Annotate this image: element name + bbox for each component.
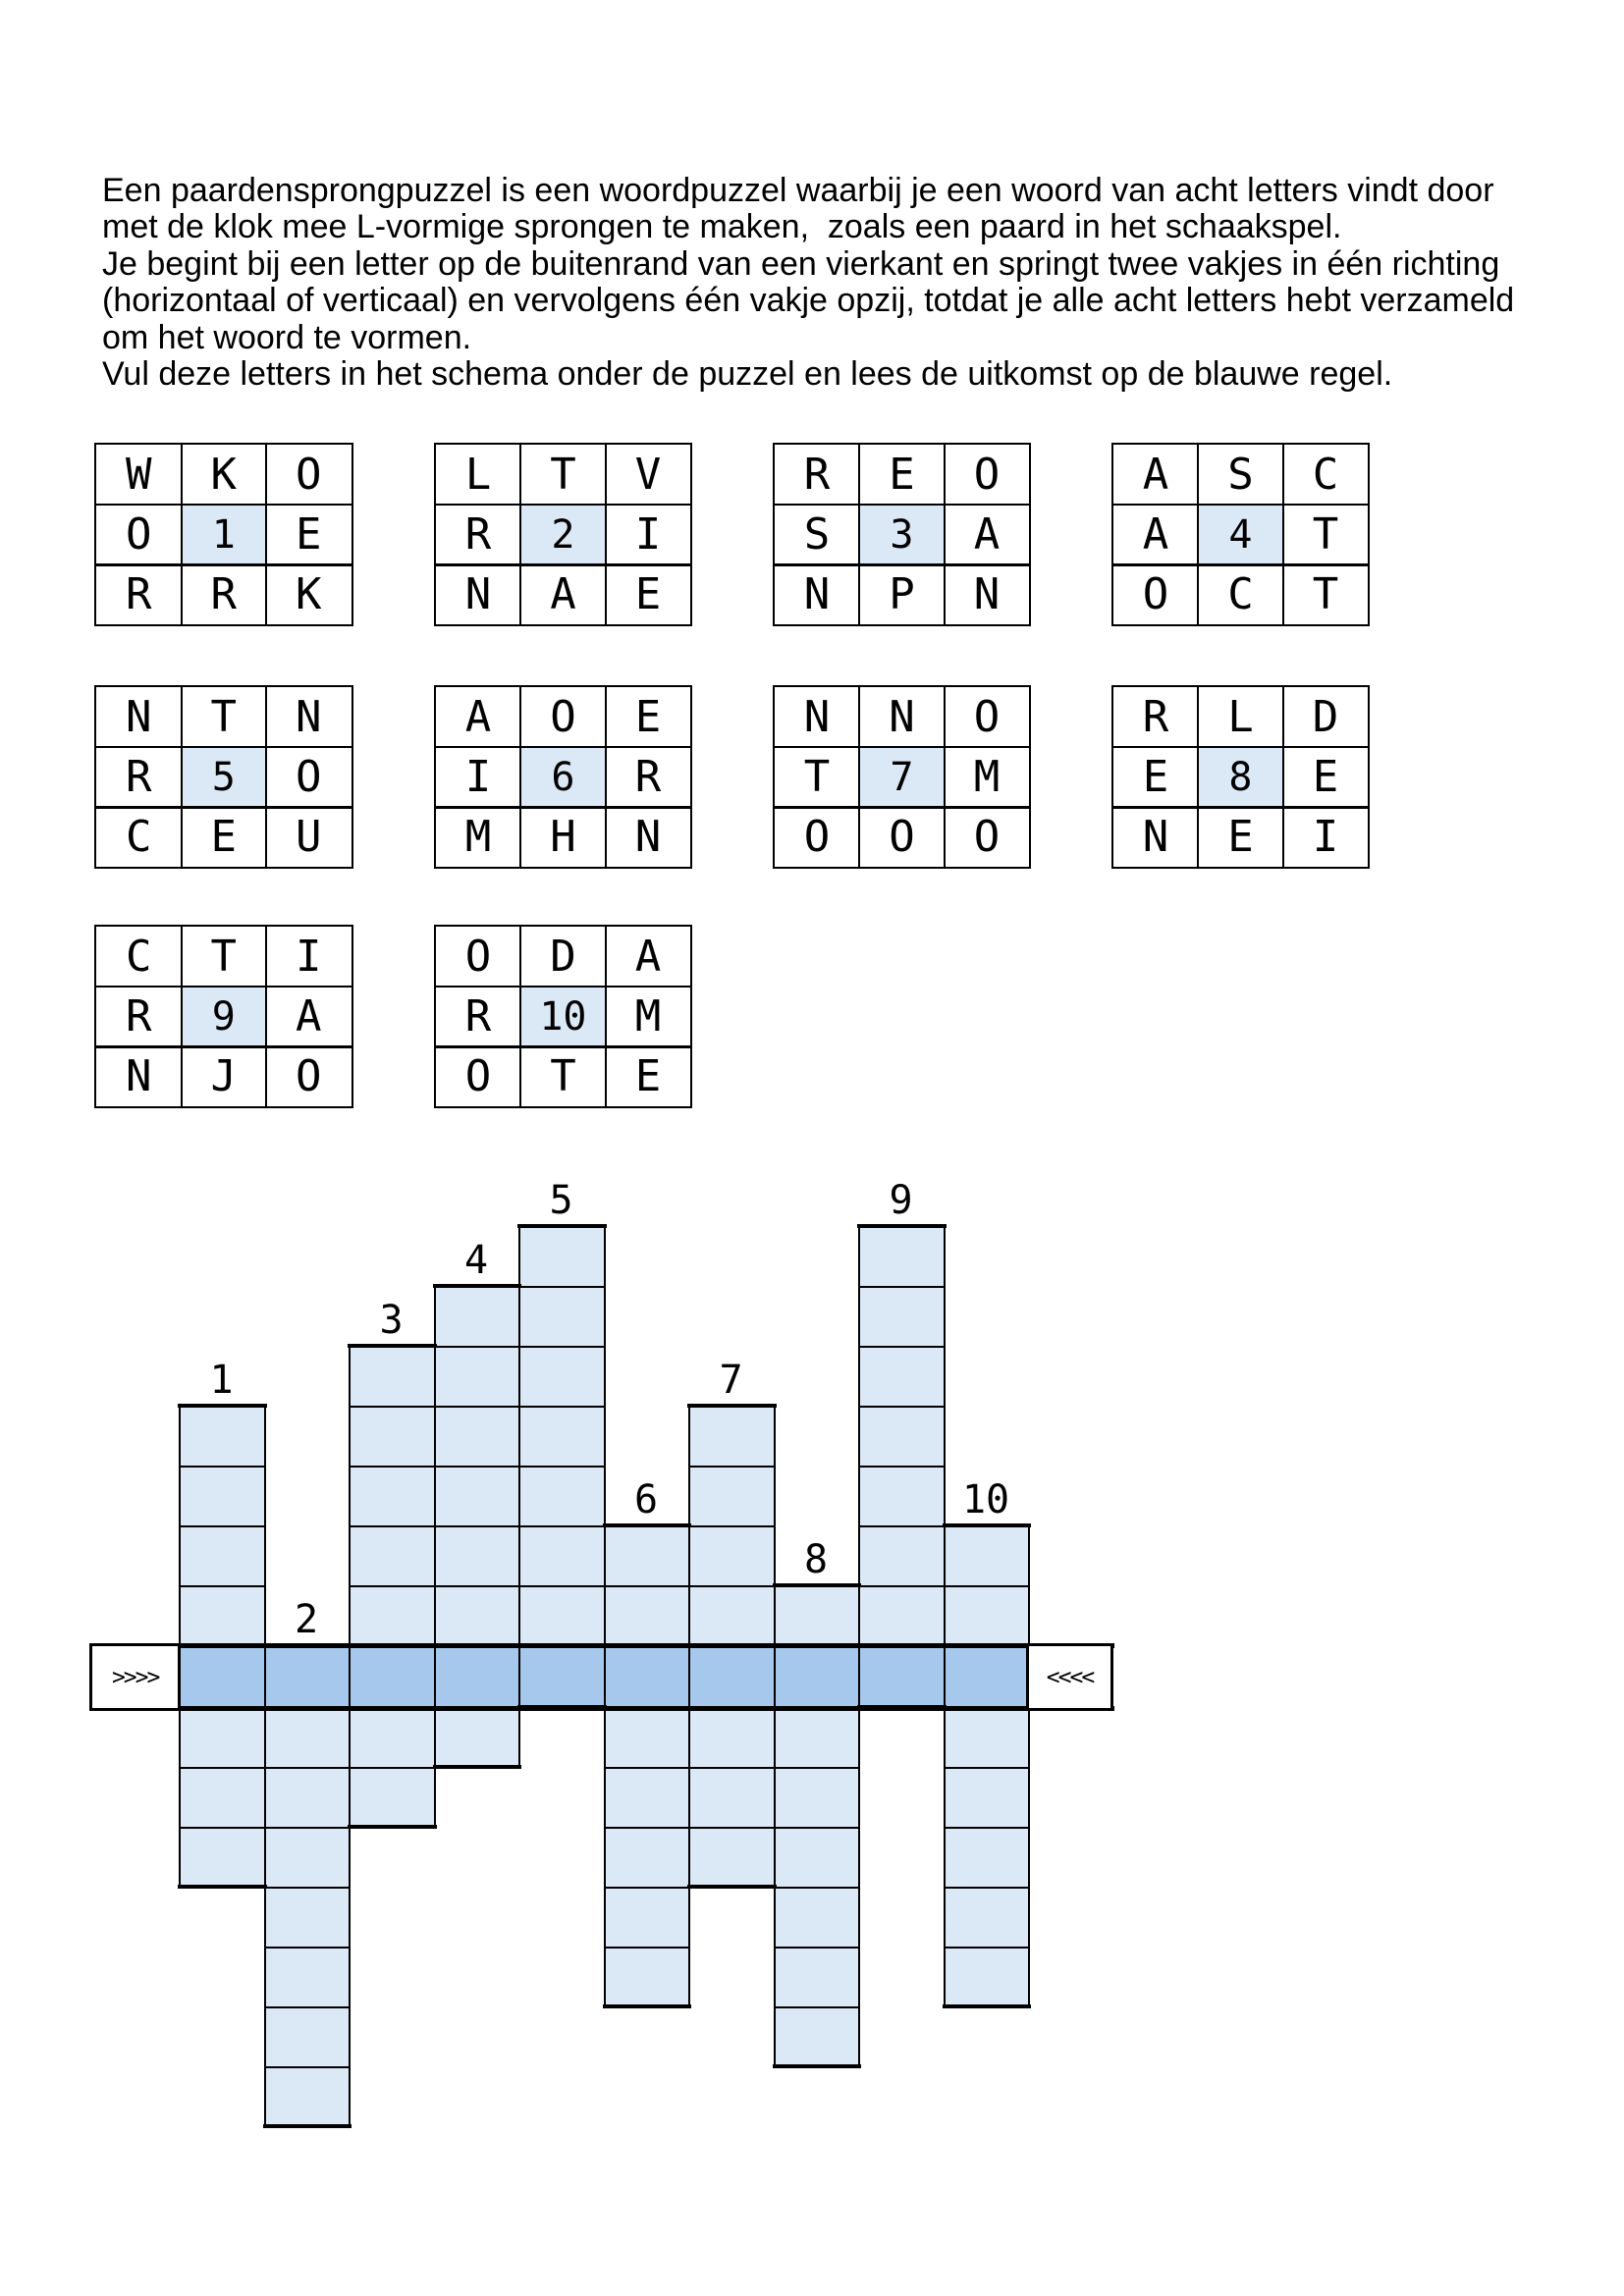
schema-cell xyxy=(434,1707,521,1769)
grid-line xyxy=(519,927,521,1106)
grid-line xyxy=(436,1045,691,1048)
schema-cell xyxy=(774,1707,861,1769)
letter-grid-6 xyxy=(434,685,693,869)
grid-letter-cell: R xyxy=(634,752,662,802)
grid-line xyxy=(944,687,946,867)
right-chevrons-icon: >>>> xyxy=(111,1664,159,1690)
schema-cell xyxy=(604,1707,691,1769)
schema-answer-cell xyxy=(179,1645,266,1709)
schema-cell xyxy=(349,1346,436,1408)
schema-cell xyxy=(179,1525,266,1587)
schema-cell xyxy=(688,1767,776,1829)
grid-line xyxy=(1197,687,1199,867)
grid-letter-cell: N xyxy=(126,692,152,742)
grid-letter-cell: K xyxy=(296,569,322,619)
schema-cell xyxy=(264,2066,352,2128)
grid-letter-cell: O xyxy=(889,812,915,862)
schema-cell xyxy=(944,1707,1031,1769)
grid-letter-cell: H xyxy=(550,812,576,862)
grid-line xyxy=(519,687,521,867)
grid-letter-cell: N xyxy=(464,569,492,619)
grid-line xyxy=(1113,563,1369,566)
grid-letter-cell: R xyxy=(803,450,831,500)
grid-letter-cell: C xyxy=(126,932,152,982)
grid-letter-cell: A xyxy=(296,991,322,1041)
schema-cell xyxy=(858,1226,946,1288)
grid-letter-cell: N xyxy=(889,692,915,742)
grid-letter-cell: R xyxy=(464,509,492,560)
instruction-line: (horizontaal of verticaal) en vervolgens één vakje opzij, totdat je alle acht letters hebt verzameld xyxy=(102,282,1515,320)
grid-letter-cell: C xyxy=(126,812,152,862)
schema-answer-cell xyxy=(604,1645,691,1709)
grid-line xyxy=(858,687,860,867)
schema-cell xyxy=(518,1286,606,1348)
schema-cell xyxy=(688,1827,776,1889)
schema-cell xyxy=(264,1767,352,1829)
schema-heavy-line xyxy=(433,1284,522,1288)
schema-cell xyxy=(518,1585,606,1647)
grid-letter-cell: O xyxy=(973,450,1001,500)
grid-letter-cell: O xyxy=(973,692,1001,742)
letter-grid-10 xyxy=(434,925,693,1108)
grid-letter-cell: C xyxy=(1227,569,1254,619)
grid-letter-cell: N xyxy=(296,692,322,742)
schema-cell xyxy=(774,1827,861,1889)
schema-cell xyxy=(604,1585,691,1647)
schema-cell xyxy=(774,1947,861,2008)
grid-letter-cell: E xyxy=(296,509,322,560)
schema-cell xyxy=(688,1406,776,1468)
grid-letter-cell: R xyxy=(126,752,152,802)
schema-cell xyxy=(604,1887,691,1949)
grid-letter-cell: E xyxy=(1312,752,1339,802)
grid-letter-cell: O xyxy=(296,1051,322,1101)
schema-heavy-line xyxy=(687,1885,777,1889)
schema-heavy-line xyxy=(263,2124,352,2128)
column-label-3: 3 xyxy=(379,1298,404,1343)
schema-cell xyxy=(264,2006,352,2068)
schema-cell xyxy=(858,1286,946,1348)
column-label-6: 6 xyxy=(634,1477,659,1522)
column-label-7: 7 xyxy=(719,1358,743,1403)
schema-cell xyxy=(518,1525,606,1587)
schema-cell xyxy=(179,1707,266,1769)
schema-cell xyxy=(434,1406,521,1468)
schema-heavy-line xyxy=(89,1706,1114,1711)
grid-number-cell: 5 xyxy=(182,747,267,807)
grid-letter-cell: O xyxy=(464,1051,492,1101)
grid-line xyxy=(181,445,183,624)
letter-grid-5 xyxy=(94,685,353,869)
grid-line xyxy=(436,563,691,566)
instruction-line: Je begint bij een letter op de buitenrand van een vierkant en springt twee vakjes in één richting xyxy=(102,244,1500,283)
grid-letter-cell: I xyxy=(464,752,492,802)
schema-heavy-line xyxy=(687,1404,777,1408)
grid-number-cell: 3 xyxy=(859,505,945,564)
grid-letter-cell: C xyxy=(1312,450,1339,500)
letter-grid-8 xyxy=(1111,685,1371,869)
column-label-10: 10 xyxy=(961,1477,1010,1522)
grid-letter-cell: N xyxy=(1142,812,1169,862)
grid-letter-cell: K xyxy=(210,450,237,500)
letter-grid-1 xyxy=(94,443,353,626)
grid-letter-cell: M xyxy=(973,752,1001,802)
schema-cell xyxy=(858,1346,946,1408)
grid-letter-cell: T xyxy=(550,1051,576,1101)
grid-letter-cell: O xyxy=(1142,569,1169,619)
grid-letter-cell: R xyxy=(1142,692,1169,742)
schema-cell xyxy=(774,1887,861,1949)
schema-cell xyxy=(604,1767,691,1829)
right-arrow-box xyxy=(1026,1643,1112,1711)
grid-letter-cell: T xyxy=(1312,509,1339,560)
grid-number-cell: 9 xyxy=(182,987,267,1046)
grid-letter-cell: R xyxy=(126,569,152,619)
grid-letter-cell: N xyxy=(126,1051,152,1101)
schema-cell xyxy=(349,1767,436,1829)
instruction-line: Een paardensprongpuzzel is een woordpuzzel waarbij je een woord van acht letters vindt door xyxy=(102,172,1494,209)
schema-cell xyxy=(264,1947,352,2008)
grid-letter-cell: O xyxy=(464,932,492,982)
grid-letter-cell: E xyxy=(634,569,662,619)
grid-line xyxy=(1282,687,1284,867)
grid-line xyxy=(775,563,1030,566)
letter-grid-4 xyxy=(1111,443,1371,626)
grid-letter-cell: O xyxy=(296,450,322,500)
schema-cell xyxy=(264,1887,352,1949)
schema-answer-cell xyxy=(858,1645,946,1709)
column-label-2: 2 xyxy=(295,1597,319,1642)
schema-cell xyxy=(774,1767,861,1829)
grid-letter-cell: A xyxy=(464,692,492,742)
grid-letter-cell: R xyxy=(210,569,237,619)
column-label-1: 1 xyxy=(209,1358,234,1403)
schema-answer-cell xyxy=(944,1645,1031,1709)
grid-letter-cell: R xyxy=(464,991,492,1041)
grid-letter-cell: A xyxy=(550,569,576,619)
grid-line xyxy=(96,504,352,506)
grid-letter-cell: L xyxy=(464,450,492,500)
grid-letter-cell: T xyxy=(550,450,576,500)
grid-letter-cell: S xyxy=(1227,450,1254,500)
grid-line xyxy=(436,806,691,809)
letter-grid-3 xyxy=(773,443,1032,626)
grid-line xyxy=(775,504,1030,506)
grid-letter-cell: N xyxy=(634,812,662,862)
schema-heavy-line xyxy=(773,2064,862,2068)
instruction-line: om het woord te vormen. xyxy=(102,318,472,356)
letter-grid-2 xyxy=(434,443,693,626)
grid-number-cell: 2 xyxy=(520,505,606,564)
schema-cell xyxy=(858,1585,946,1647)
schema-cell xyxy=(944,1767,1031,1829)
grid-line xyxy=(775,746,1030,748)
schema-heavy-line xyxy=(517,1224,607,1228)
schema-cell xyxy=(179,1466,266,1527)
schema-cell xyxy=(434,1346,521,1408)
schema-heavy-line xyxy=(773,1583,862,1587)
schema-cell xyxy=(434,1525,521,1587)
schema-cell xyxy=(518,1346,606,1408)
grid-letter-cell: J xyxy=(210,1051,237,1101)
schema-cell xyxy=(179,1827,266,1889)
grid-line xyxy=(436,746,691,748)
schema-answer-cell xyxy=(518,1645,606,1709)
schema-cell xyxy=(264,1707,352,1769)
schema-cell xyxy=(944,1887,1031,1949)
grid-letter-cell: I xyxy=(634,509,662,560)
schema-cell xyxy=(944,1525,1031,1587)
grid-letter-cell: T xyxy=(210,692,237,742)
schema-cell xyxy=(688,1707,776,1769)
grid-letter-cell: P xyxy=(889,569,915,619)
schema-answer-cell xyxy=(434,1645,521,1709)
schema-heavy-line xyxy=(348,1344,437,1348)
grid-line xyxy=(1282,445,1284,624)
grid-letter-cell: T xyxy=(803,752,831,802)
schema-cell xyxy=(179,1406,266,1468)
schema-cell xyxy=(604,1947,691,2008)
grid-line xyxy=(265,687,267,867)
grid-letter-cell: D xyxy=(550,932,576,982)
grid-letter-cell: S xyxy=(803,509,831,560)
schema-heavy-line xyxy=(603,2004,692,2008)
grid-line xyxy=(436,504,691,506)
grid-line xyxy=(775,806,1030,809)
grid-line xyxy=(858,445,860,624)
grid-line xyxy=(1113,806,1369,809)
letter-grid-7 xyxy=(773,685,1032,869)
grid-letter-cell: M xyxy=(634,991,662,1041)
schema-cell xyxy=(349,1707,436,1769)
grid-letter-cell: E xyxy=(889,450,915,500)
column-label-4: 4 xyxy=(464,1238,489,1283)
schema-cell xyxy=(604,1827,691,1889)
grid-letter-cell: T xyxy=(1312,569,1339,619)
column-label-8: 8 xyxy=(804,1537,829,1582)
grid-number-cell: 1 xyxy=(182,505,267,564)
schema-heavy-line xyxy=(943,2004,1032,2008)
grid-line xyxy=(519,445,521,624)
grid-letter-cell: I xyxy=(296,932,322,982)
grid-letter-cell: V xyxy=(634,450,662,500)
column-label-9: 9 xyxy=(889,1178,913,1223)
grid-number-cell: 7 xyxy=(859,747,945,807)
grid-letter-cell: O xyxy=(803,812,831,862)
grid-letter-cell: W xyxy=(126,450,152,500)
grid-letter-cell: E xyxy=(1142,752,1169,802)
schema-heavy-line xyxy=(178,1404,267,1408)
grid-letter-cell: D xyxy=(1312,692,1339,742)
schema-answer-cell xyxy=(774,1645,861,1709)
grid-letter-cell: O xyxy=(973,812,1001,862)
grid-letter-cell: L xyxy=(1227,692,1254,742)
grid-line xyxy=(605,927,607,1106)
schema-cell xyxy=(264,1827,352,1889)
grid-line xyxy=(265,445,267,624)
schema-cell xyxy=(774,1585,861,1647)
grid-letter-cell: U xyxy=(296,812,322,862)
grid-letter-cell: O xyxy=(550,692,576,742)
schema-cell xyxy=(349,1466,436,1527)
grid-line xyxy=(96,1045,352,1048)
schema-heavy-line xyxy=(178,1885,267,1889)
grid-line xyxy=(1197,445,1199,624)
schema-cell xyxy=(179,1767,266,1829)
schema-heavy-line xyxy=(943,1523,1032,1527)
grid-letter-cell: R xyxy=(126,991,152,1041)
grid-letter-cell: A xyxy=(634,932,662,982)
grid-letter-cell: E xyxy=(1227,812,1254,862)
schema-cell xyxy=(434,1585,521,1647)
grid-line xyxy=(181,687,183,867)
schema-heavy-line xyxy=(348,1825,437,1829)
schema-heavy-line xyxy=(857,1224,947,1228)
instruction-line: Vul deze letters in het schema onder de puzzel en lees de uitkomst op de blauwe regel. xyxy=(102,355,1393,394)
grid-line xyxy=(96,563,352,566)
schema-answer-cell xyxy=(688,1645,776,1709)
grid-number-cell: 10 xyxy=(520,987,606,1046)
grid-line xyxy=(265,927,267,1106)
column-label-5: 5 xyxy=(549,1178,573,1223)
grid-line xyxy=(1113,504,1369,506)
schema-cell xyxy=(349,1406,436,1468)
schema-heavy-line xyxy=(433,1765,522,1769)
grid-line xyxy=(96,746,352,748)
schema-cell xyxy=(349,1525,436,1587)
grid-letter-cell: E xyxy=(634,1051,662,1101)
grid-letter-cell: N xyxy=(973,569,1001,619)
grid-letter-cell: T xyxy=(210,932,237,982)
schema-cell xyxy=(944,1827,1031,1889)
grid-letter-cell: N xyxy=(803,692,831,742)
schema-answer-cell xyxy=(349,1645,436,1709)
schema-heavy-line xyxy=(89,1643,1114,1648)
instructions-text xyxy=(102,173,1536,393)
schema-cell xyxy=(434,1466,521,1527)
grid-line xyxy=(1113,746,1369,748)
grid-letter-cell: E xyxy=(210,812,237,862)
grid-number-cell: 6 xyxy=(520,747,606,807)
grid-letter-cell: N xyxy=(803,569,831,619)
grid-line xyxy=(944,445,946,624)
schema-cell xyxy=(518,1406,606,1468)
grid-line xyxy=(605,687,607,867)
schema-cell xyxy=(944,1947,1031,2008)
grid-letter-cell: E xyxy=(634,692,662,742)
grid-letter-cell: I xyxy=(1312,812,1339,862)
grid-line xyxy=(436,986,691,988)
grid-letter-cell: A xyxy=(1142,450,1169,500)
schema-cell xyxy=(774,2006,861,2068)
schema-answer-cell xyxy=(264,1645,352,1709)
schema-heavy-line xyxy=(603,1523,692,1527)
grid-letter-cell: O xyxy=(126,509,152,560)
left-chevrons-icon: <<<< xyxy=(1046,1664,1094,1690)
schema-cell xyxy=(604,1525,691,1587)
schema-cell xyxy=(858,1406,946,1468)
grid-number-cell: 4 xyxy=(1198,505,1283,564)
grid-line xyxy=(605,445,607,624)
schema-cell xyxy=(944,1585,1031,1647)
grid-letter-cell: A xyxy=(1142,509,1169,560)
schema-cell xyxy=(688,1585,776,1647)
instruction-line: met de klok mee L-vormige sprongen te maken, zoals een paard in het schaakspel. xyxy=(102,208,1342,246)
grid-letter-cell: M xyxy=(464,812,492,862)
grid-line xyxy=(181,927,183,1106)
grid-line xyxy=(96,806,352,809)
left-arrow-box xyxy=(89,1643,181,1711)
grid-line xyxy=(96,986,352,988)
grid-number-cell: 8 xyxy=(1198,747,1283,807)
grid-letter-cell: O xyxy=(296,752,322,802)
grid-letter-cell: A xyxy=(973,509,1001,560)
letter-grid-9 xyxy=(94,925,353,1108)
